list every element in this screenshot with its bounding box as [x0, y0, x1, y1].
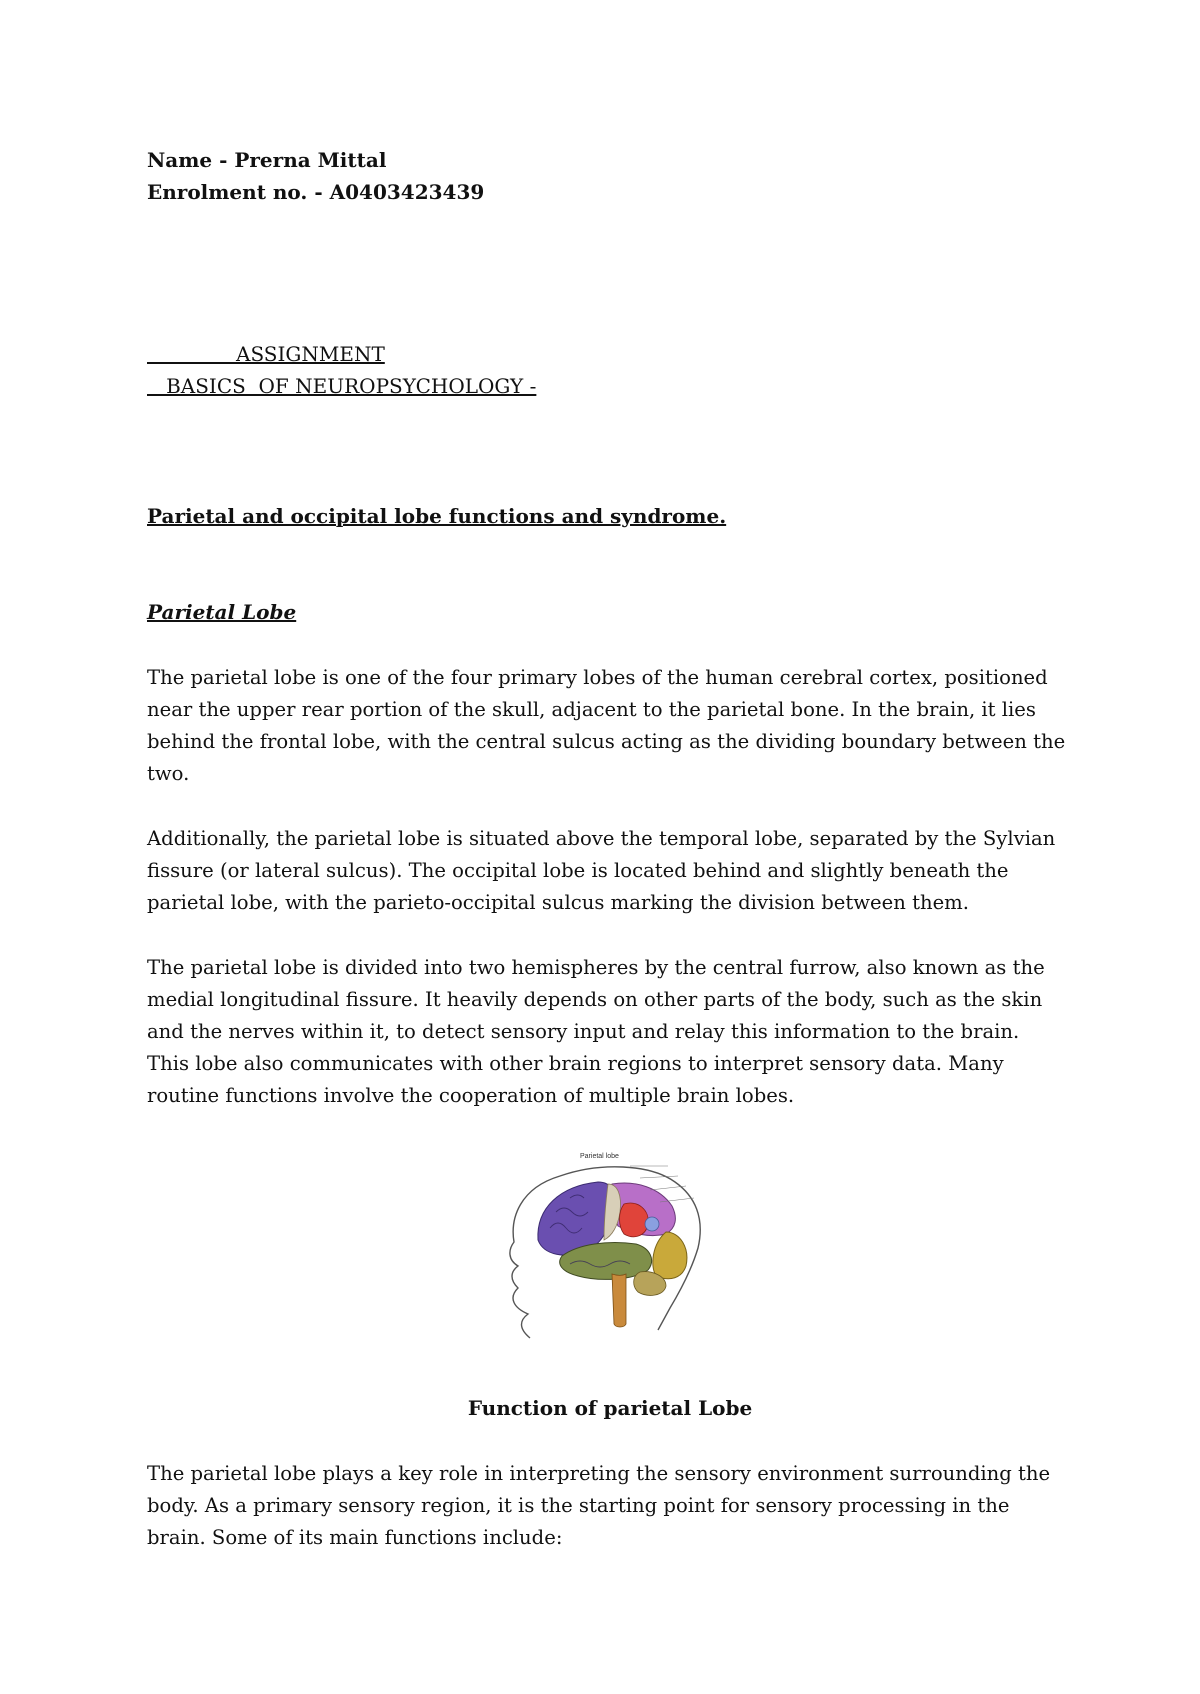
- paragraph-3: The parietal lobe is divided into two hemispheres by the central furrow, also known as the medial longitudinal fissure. It heavily depends on other parts of the body, such as the skin and the nerves within it, to detect sensory input and relay this information to the brain. This lobe also communicates with other brain regions to interpret sensory data. Many routine functions involve the cooperation of multiple brain lobes.: [147, 956, 1045, 1107]
- assignment-title-line2: BASICS OF NEUROPSYCHOLOGY -: [147, 374, 537, 398]
- section-heading: Parietal and occipital lobe functions and syndrome.: [147, 504, 727, 528]
- occipital-lobe: [653, 1232, 687, 1279]
- brain-stem: [612, 1274, 626, 1327]
- figure-label: Parietal lobe: [580, 1153, 619, 1160]
- brain-illustration: [500, 1148, 718, 1348]
- leader-line-3: [650, 1186, 686, 1190]
- function-paragraph: The parietal lobe plays a key role in interpreting the sensory environment surrounding the body. As a primary sensory region, it is the starting point for sensory processing in the brain. Some of its main functions include:: [147, 1462, 1051, 1549]
- paragraph-1: The parietal lobe is one of the four primary lobes of the human cerebral cortex, positioned near the upper rear portion of the skull, adjacent to the parietal bone. In the brain, it lies behind the frontal lobe, with the central sulcus acting as the dividing boundary between the two.: [147, 666, 1066, 785]
- brain-diagram-svg: [500, 1148, 718, 1348]
- function-heading: Function of parietal Lobe: [467, 1396, 753, 1420]
- assignment-title: [147, 338, 667, 402]
- student-name: Name - Prerna Mittal: [147, 148, 387, 172]
- paragraph-2: Additionally, the parietal lobe is situated above the temporal lobe, separated by the Sylvian fissure (or lateral sulcus). The occipital lobe is located behind and slightly beneath the parietal lobe, with the parieto-occipital sulcus marking the division between them.: [147, 827, 1056, 914]
- enrolment-number: Enrolment no. - A0403423439: [147, 180, 485, 204]
- assignment-title-line1: ASSIGNMENT: [147, 342, 385, 366]
- leader-line-2: [640, 1176, 678, 1178]
- parietal-lobe-subheading: Parietal Lobe: [147, 600, 297, 624]
- blue-region: [645, 1217, 659, 1231]
